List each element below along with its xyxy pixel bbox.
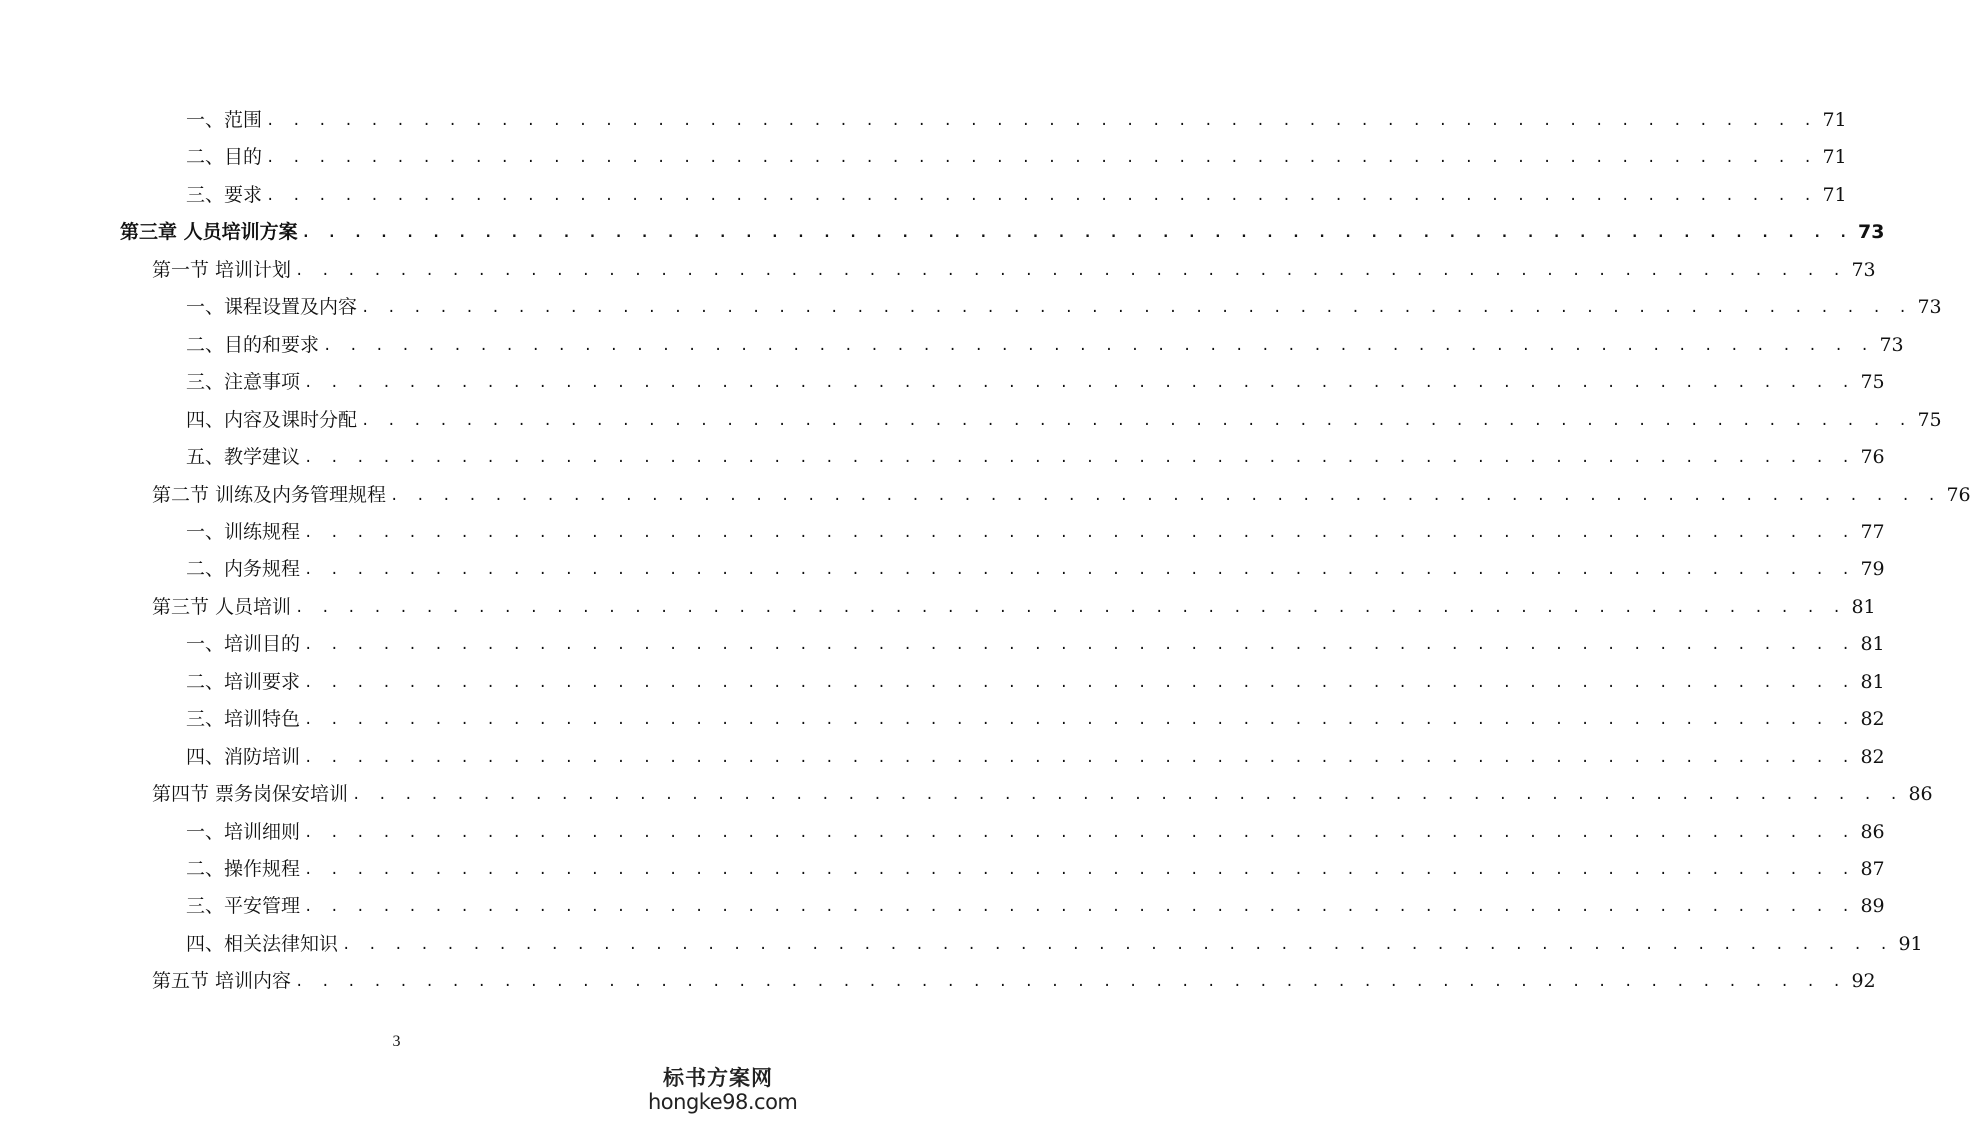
toc-entry-label: 一、范围 xyxy=(186,109,263,131)
toc-entry-label: 二、操作规程 xyxy=(186,858,301,880)
toc-entry-page: 82 xyxy=(1860,708,1885,730)
dot-leader: . . . . . . . . . . . . . . . . . . . . . . . . . . . . . . . . . . . . . . . . . . . . . . . . . . . . . . . . . . . . xyxy=(361,300,1912,316)
dot-leader: . . . . . . . . . . . . . . . . . . . . . . . . . . . . . . . . . . . . . . . . . . . . . . . . . . . . . . . . . . . . xyxy=(323,338,1874,354)
toc-entry-label: 一、培训细则 xyxy=(186,821,301,843)
toc-entry-page: 82 xyxy=(1860,746,1885,768)
toc-entry-label: 三、平安管理 xyxy=(186,895,301,917)
toc-entry-label: 第五节 培训内容 xyxy=(152,970,292,992)
toc-entry-page: 87 xyxy=(1860,858,1885,880)
dot-leader: . . . . . . . . . . . . . . . . . . . . . . . . . . . . . . . . . . . . . . . . . . . . . . . . . . . . . . . . . . . . xyxy=(304,450,1855,466)
dot-leader: . . . . . . . . . . . . . . . . . . . . . . . . . . . . . . . . . . . . . . . . . . . . . . . . . . . . . . . . . . . . xyxy=(361,413,1912,429)
dot-leader: . . . . . . . . . . . . . . . . . . . . . . . . . . . . . . . . . . . . . . . . . . . . . . . . . . . . . . . . . . . . xyxy=(304,525,1855,541)
dot-leader: . . . . . . . . . . . . . . . . . . . . . . . . . . . . . . . . . . . . . . . . . . . . . . . . . . . . . . . . . . . . xyxy=(295,974,1846,990)
toc-entry-page: 73 xyxy=(1917,296,1942,318)
toc-item-entry[interactable] xyxy=(186,443,1885,471)
dot-leader: . . . . . . . . . . . . . . . . . . . . . . . . . . . . . . . . . . . . . . . . . . . . . . . . . . . . . . . . . . . . xyxy=(304,750,1855,766)
toc-item-entry[interactable] xyxy=(186,331,1904,359)
toc-entry-label: 二、培训要求 xyxy=(186,671,301,693)
dot-leader: . . . . . . . . . . . . . . . . . . . . . . . . . . . . . . . . . . . . . . . . . . . . . . . . . . . . . . . . . . . . xyxy=(266,188,1817,204)
dot-leader: . . . . . . . . . . . . . . . . . . . . . . . . . . . . . . . . . . . . . . . . . . . . . . . . . . . . . . . . . . . . xyxy=(304,862,1855,878)
toc-item-entry[interactable] xyxy=(186,293,1942,321)
dot-leader: . . . . . . . . . . . . . . . . . . . . . . . . . . . . . . . . . . . . . . . . . . . . . . . . . . . . . . . . . . . . xyxy=(304,712,1855,728)
toc-section-entry[interactable] xyxy=(152,481,1971,509)
watermark-logo xyxy=(648,1065,798,1114)
toc-entry-label: 二、目的 xyxy=(186,146,263,168)
toc-entry-label: 三、注意事项 xyxy=(186,371,301,393)
watermark-name: 标书方案网 xyxy=(663,1065,773,1090)
toc-entry-page: 86 xyxy=(1860,821,1885,843)
toc-entry-page: 73 xyxy=(1858,221,1885,243)
toc-entry-label: 一、课程设置及内容 xyxy=(186,296,358,318)
toc-item-entry[interactable] xyxy=(186,705,1885,733)
watermark-url: hongke98.com xyxy=(648,1090,798,1114)
toc-entry-page: 71 xyxy=(1822,184,1847,206)
toc-item-entry[interactable] xyxy=(186,143,1847,171)
toc-section-entry[interactable] xyxy=(152,593,1876,621)
toc-entry-label: 四、内容及课时分配 xyxy=(186,409,358,431)
toc-entry-label: 第三节 人员培训 xyxy=(152,596,292,618)
toc-section-entry[interactable] xyxy=(152,967,1876,995)
toc-entry-label: 一、训练规程 xyxy=(186,521,301,543)
toc-entry-label: 四、消防培训 xyxy=(186,746,301,768)
toc-entry-page: 79 xyxy=(1860,558,1885,580)
toc-item-entry[interactable] xyxy=(186,668,1885,696)
toc-entry-page: 92 xyxy=(1851,970,1876,992)
toc-entry-page: 77 xyxy=(1860,521,1885,543)
toc-entry-label: 第三章 人员培训方案 xyxy=(120,221,298,243)
dot-leader: . . . . . . . . . . . . . . . . . . . . . . . . . . . . . . . . . . . . . . . . . . . . . . . . . . . . . . . . . . . . xyxy=(304,899,1855,915)
dot-leader: . . . . . . . . . . . . . . . . . . . . . . . . . . . . . . . . . . . . . . . . . . . . . . . . . . . . . . . . . . . . xyxy=(304,562,1855,578)
toc-entry-page: 89 xyxy=(1860,895,1885,917)
toc-entry-page: 76 xyxy=(1860,446,1885,468)
toc-item-entry[interactable] xyxy=(186,368,1885,396)
page-number: 3 xyxy=(392,1033,401,1050)
toc-entry-label: 三、培训特色 xyxy=(186,708,301,730)
toc-entry-label: 第一节 培训计划 xyxy=(152,259,292,281)
dot-leader: . . . . . . . . . . . . . . . . . . . . . . . . . . . . . . . . . . . . . . . . . . . . . . . . . . . . . . . . . . . . xyxy=(304,675,1855,691)
toc-entry-page: 81 xyxy=(1860,671,1885,693)
dot-leader: . . . . . . . . . . . . . . . . . . . . . . . . . . . . . . . . . . . . . . . . . . . . . . . . . . . . . . . . . . . . xyxy=(304,375,1855,391)
toc-entry-page: 86 xyxy=(1908,783,1933,805)
dot-leader: . . . . . . . . . . . . . . . . . . . . . . . . . . . . . . . . . . . . . . . . . . . . . . . . . . . . . . . . . . . . xyxy=(304,825,1855,841)
toc-item-entry[interactable] xyxy=(186,743,1885,771)
toc-entry-page: 71 xyxy=(1822,109,1847,131)
dot-leader: . . . . . . . . . . . . . . . . . . . . . . . . . . . . . . . . . . . . . . . . . . . . . . . . . . . . . . . . . . . . xyxy=(390,488,1941,504)
toc-entry-page: 81 xyxy=(1860,633,1885,655)
toc-item-entry[interactable] xyxy=(186,555,1885,583)
toc-item-entry[interactable] xyxy=(186,930,1923,958)
toc-entry-page: 73 xyxy=(1879,334,1904,356)
toc-entry-page: 91 xyxy=(1898,933,1923,955)
toc-entry-label: 四、相关法律知识 xyxy=(186,933,339,955)
toc-entry-label: 第四节 票务岗保安培训 xyxy=(152,783,349,805)
dot-leader: . . . . . . . . . . . . . . . . . . . . . . . . . . . . . . . . . . . . . . . . . . . . . . . . . . . . . . . . . . . . xyxy=(304,637,1855,653)
toc-chapter-entry[interactable] xyxy=(120,218,1885,246)
toc-item-entry[interactable] xyxy=(186,855,1885,883)
dot-leader: . . . . . . . . . . . . . . . . . . . . . . . . . . . . . . . . . . . . . . . . . . . . . . . . . . . . . . . . . . . . xyxy=(266,113,1817,129)
toc-entry-label: 五、教学建议 xyxy=(186,446,301,468)
toc-section-entry[interactable] xyxy=(152,780,1933,808)
toc-entry-page: 75 xyxy=(1860,371,1885,393)
toc-entry-label: 一、培训目的 xyxy=(186,633,301,655)
toc-entry-label: 三、要求 xyxy=(186,184,263,206)
dot-leader: . . . . . . . . . . . . . . . . . . . . . . . . . . . . . . . . . . . . . . . . . . . . . . . . . . . . . . . . . . . . xyxy=(301,225,1853,241)
toc-entry-page: 71 xyxy=(1822,146,1847,168)
dot-leader: . . . . . . . . . . . . . . . . . . . . . . . . . . . . . . . . . . . . . . . . . . . . . . . . . . . . . . . . . . . . xyxy=(342,937,1893,953)
toc-item-entry[interactable] xyxy=(186,818,1885,846)
dot-leader: . . . . . . . . . . . . . . . . . . . . . . . . . . . . . . . . . . . . . . . . . . . . . . . . . . . . . . . . . . . . xyxy=(266,150,1817,166)
toc-entry-page: 76 xyxy=(1946,484,1971,506)
toc-item-entry[interactable] xyxy=(186,630,1885,658)
toc-item-entry[interactable] xyxy=(186,181,1847,209)
toc-item-entry[interactable] xyxy=(186,406,1942,434)
toc-entry-label: 二、内务规程 xyxy=(186,558,301,580)
toc-entry-page: 75 xyxy=(1917,409,1942,431)
toc-item-entry[interactable] xyxy=(186,106,1847,134)
toc-item-entry[interactable] xyxy=(186,892,1885,920)
toc-section-entry[interactable] xyxy=(152,256,1876,284)
toc-entry-page: 73 xyxy=(1851,259,1876,281)
toc-entry-label: 二、目的和要求 xyxy=(186,334,320,356)
toc-entry-label: 第二节 训练及内务管理规程 xyxy=(152,484,387,506)
toc-item-entry[interactable] xyxy=(186,518,1885,546)
dot-leader: . . . . . . . . . . . . . . . . . . . . . . . . . . . . . . . . . . . . . . . . . . . . . . . . . . . . . . . . . . . . xyxy=(352,787,1903,803)
toc-entry-page: 81 xyxy=(1851,596,1876,618)
dot-leader: . . . . . . . . . . . . . . . . . . . . . . . . . . . . . . . . . . . . . . . . . . . . . . . . . . . . . . . . . . . . xyxy=(295,263,1846,279)
dot-leader: . . . . . . . . . . . . . . . . . . . . . . . . . . . . . . . . . . . . . . . . . . . . . . . . . . . . . . . . . . . . xyxy=(295,600,1846,616)
